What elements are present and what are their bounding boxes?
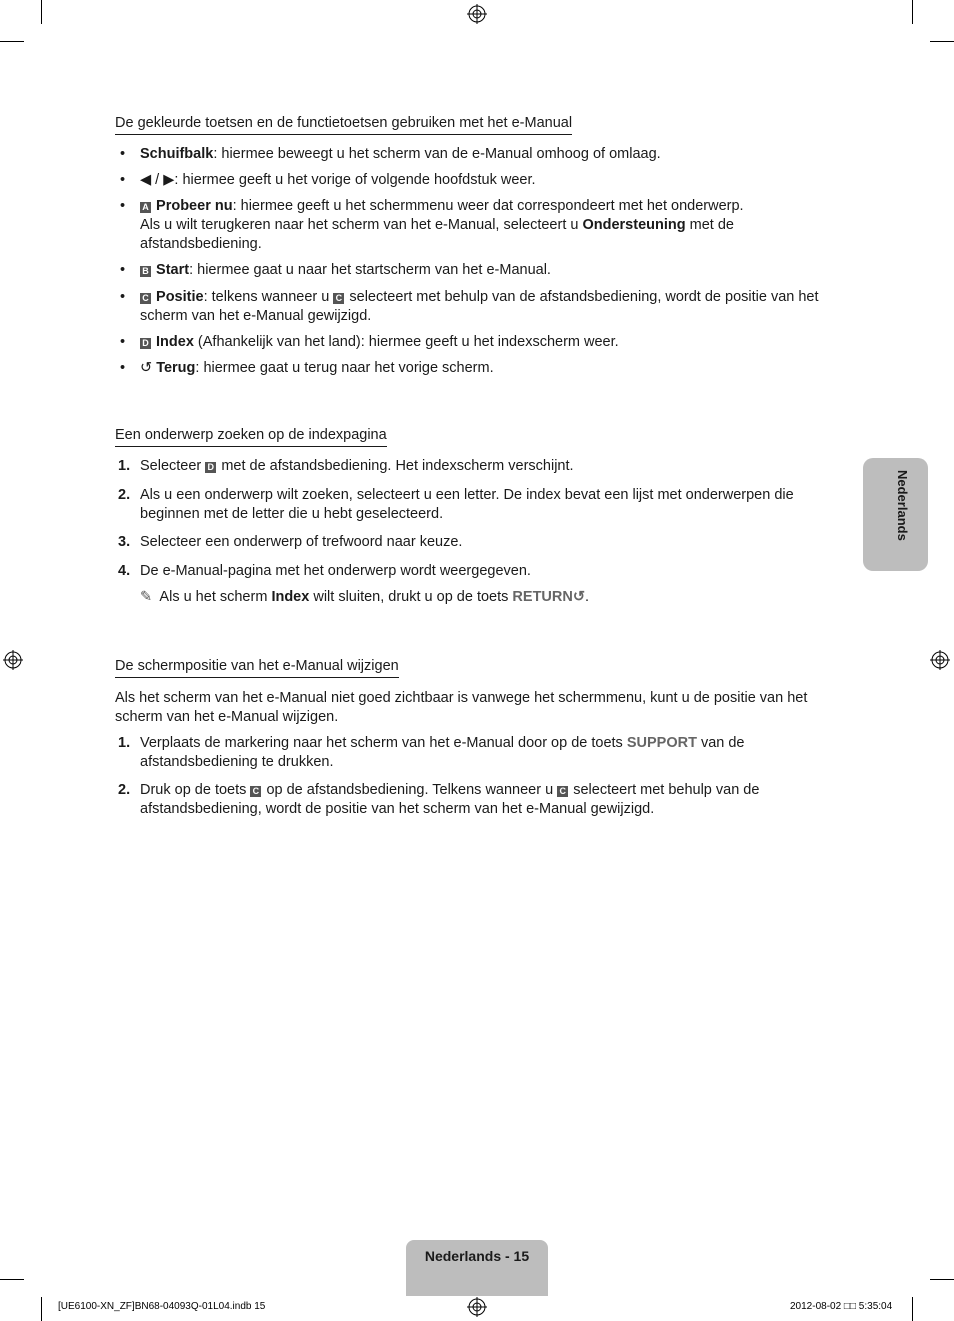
key-c-icon: C: [140, 293, 151, 304]
step-item: 3. Selecteer een onderwerp of trefwoord naar keuze.: [118, 534, 463, 550]
section-heading: Een onderwerp zoeken op de indexpagina: [115, 427, 387, 447]
key-a-icon: A: [140, 202, 151, 213]
key-d-icon: D: [205, 462, 216, 473]
bullet: •: [120, 198, 126, 214]
crop-mark: [930, 1279, 954, 1280]
bullet: •: [120, 289, 126, 305]
list-item: • ◀ / ▶: hiermee geeft u het vorige of volgende hoofdstuk weer.: [120, 172, 536, 188]
prev-chapter-icon: ◀: [140, 172, 152, 188]
key-b-icon: B: [140, 266, 151, 277]
crop-mark: [0, 1279, 24, 1280]
key-c-icon: C: [333, 293, 344, 304]
language-tab: Nederlands: [863, 458, 928, 571]
registration-mark-icon: [467, 4, 487, 24]
crop-mark: [912, 1297, 913, 1321]
key-c-icon: C: [557, 786, 568, 797]
list-item: • D Index (Afhankelijk van het land): hiermee geeft u het indexscherm weer.: [120, 334, 619, 350]
bullet: •: [120, 172, 126, 188]
step-item: 2. Druk op de toets C op de afstandsbediening. Telkens wanneer u C selecteert met behulp van de afstandsbediening, wordt de positie van het scherm van het e-Manual gewijzigd.: [118, 782, 760, 817]
registration-mark-icon: [930, 650, 950, 670]
list-item: • B Start: hiermee gaat u naar het startscherm van het e-Manual.: [120, 262, 551, 278]
registration-mark-icon: [3, 650, 23, 670]
bullet: •: [120, 360, 126, 376]
bullet: •: [120, 146, 126, 162]
section-heading: De schermpositie van het e-Manual wijzigen: [115, 658, 399, 678]
list-item: • ↺ Terug: hiermee gaat u terug naar het vorige scherm.: [120, 360, 494, 376]
page-number-tab: Nederlands - 15: [406, 1240, 548, 1296]
next-chapter-icon: ▶: [163, 172, 175, 188]
list-item: • C Positie: telkens wanneer u C selecteert met behulp van de afstandsbediening, wordt de positie van het scherm van het e-Manual gewijzigd.: [120, 289, 819, 324]
step-item: 1. Selecteer D met de afstandsbediening. Het indexscherm verschijnt.: [118, 458, 574, 474]
crop-mark: [41, 0, 42, 24]
return-icon: ↺: [572, 589, 585, 605]
key-d-icon: D: [140, 338, 151, 349]
crop-mark: [930, 41, 954, 42]
list-item: • A Probeer nu: hiermee geeft u het schermmenu weer dat correspondeert met het onderwerp. Als u wilt terugkeren naar het scherm van het e-Manual, selecteert u Ondersteuning met de afstandsbediening.: [120, 198, 744, 252]
registration-mark-icon: [467, 1297, 487, 1317]
footer-timestamp: 2012-08-02 □□ 5:35:04: [790, 1301, 893, 1312]
step-item: 4. De e-Manual-pagina met het onderwerp wordt weergegeven.: [118, 563, 531, 579]
crop-mark: [0, 41, 24, 42]
bullet: •: [120, 334, 126, 350]
intro-paragraph: Als het scherm van het e-Manual niet goed zichtbaar is vanwege het schermmenu, kunt u de positie van het scherm van het e-Manual wijzigen.: [115, 690, 808, 725]
section-heading: De gekleurde toetsen en de functietoetsen gebruiken met het e-Manual: [115, 115, 572, 135]
bullet: •: [120, 262, 126, 278]
note: ✎ Als u het scherm Index wilt sluiten, drukt u op de toets RETURN↺.: [140, 589, 590, 605]
list-item: • Schuifbalk: hiermee beweegt u het scherm van de e-Manual omhoog of omlaag.: [120, 146, 661, 162]
step-item: 1. Verplaats de markering naar het scherm van het e-Manual door op de toets SUPPORT van de afstandsbediening te drukken.: [118, 735, 745, 770]
crop-mark: [912, 0, 913, 24]
step-item: 2. Als u een onderwerp wilt zoeken, selecteert u een letter. De index bevat een lijst met onderwerpen die beginnen met de letter die u hebt geselecteerd.: [118, 487, 794, 522]
key-c-icon: C: [250, 786, 261, 797]
pencil-note-icon: ✎: [140, 589, 153, 605]
footer-file-info: [UE6100-XN_ZF]BN68-04093Q-01L04.indb 15: [58, 1301, 266, 1312]
crop-mark: [41, 1297, 42, 1321]
return-icon: ↺: [140, 360, 153, 376]
